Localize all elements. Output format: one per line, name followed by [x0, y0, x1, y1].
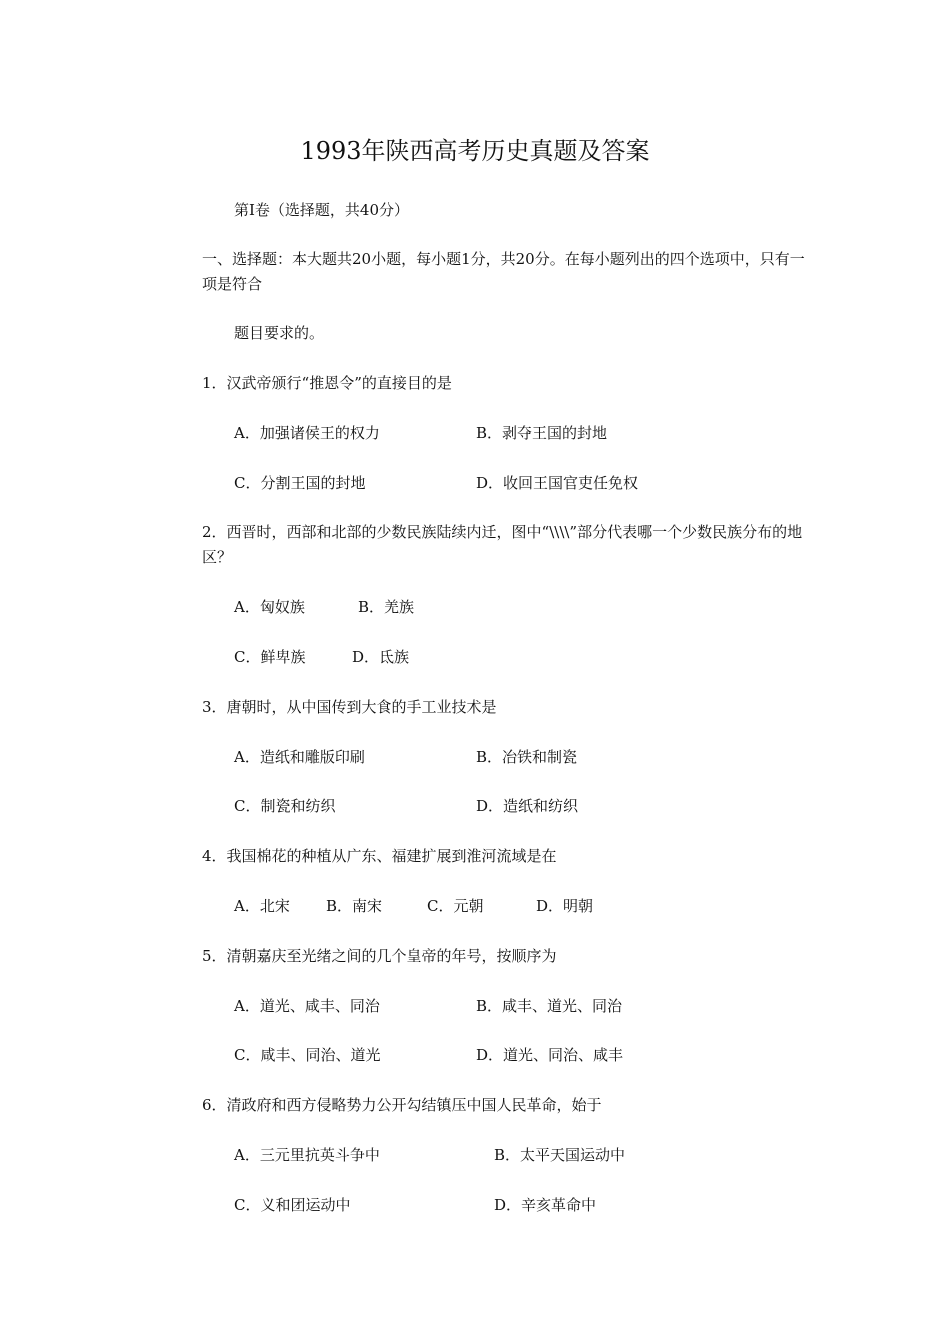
- question-6-stem: 6．清政府和西方侵略势力公开勾结镇压中国人民革命，始于: [202, 1096, 602, 1114]
- question-3-option-c: C．制瓷和纺织: [234, 797, 336, 815]
- question-6-option-a: A．三元里抗英斗争中: [234, 1146, 380, 1164]
- question-1-option-c: C．分割王国的封地: [234, 474, 366, 492]
- question-6-option-c: C．义和团运动中: [234, 1196, 351, 1214]
- question-4-stem: 4．我国棉花的种植从广东、福建扩展到淮河流域是在: [202, 847, 557, 865]
- question-3-option-d: D．造纸和纺织: [476, 797, 579, 815]
- question-5-option-c: C．咸丰、同治、道光: [234, 1046, 381, 1064]
- question-2-option-a: A．匈奴族: [234, 598, 305, 616]
- question-1-option-a: A．加强诸侯王的权力: [234, 424, 380, 442]
- question-1-option-b: B．剥夺王国的封地: [476, 424, 608, 442]
- question-2-stem: 2．西晋时，西部和北部的少数民族陆续内迁，图中“\\\\”部分代表哪一个少数民族分布的地区？: [202, 523, 803, 566]
- question-1-stem: 1．汉武帝颁行“推恩令”的直接目的是: [202, 374, 452, 392]
- document-title: 1993年陕西高考历史真题及答案: [300, 137, 650, 165]
- question-1-option-d: D．收回王国官吏任免权: [476, 474, 639, 492]
- question-2-option-d: D．氐族: [352, 648, 410, 666]
- question-4-option-c: C．元朝: [427, 897, 484, 915]
- question-5-option-b: B．咸丰、道光、同治: [476, 997, 623, 1015]
- section-heading: 第Ⅰ卷（选择题，共40分）: [234, 201, 410, 219]
- question-3-option-b: B．冶铁和制瓷: [476, 748, 578, 766]
- instructions-paragraph: 一、选择题：本大题共20小题，每小题1分，共20分。在每小题列出的四个选项中，只有一项是符合: [202, 250, 805, 293]
- question-2-option-b: B．羌族: [358, 598, 415, 616]
- question-3-option-a: A．造纸和雕版印刷: [234, 748, 365, 766]
- question-4-option-a: A．北宋: [234, 897, 290, 915]
- question-5-option-d: D．道光、同治、咸丰: [476, 1046, 624, 1064]
- question-4-option-b: B．南宋: [326, 897, 383, 915]
- question-5-option-a: A．道光、咸丰、同治: [234, 997, 380, 1015]
- question-6-option-d: D．辛亥革命中: [494, 1196, 597, 1214]
- question-4-option-d: D．明朝: [536, 897, 594, 915]
- question-2-option-c: C．鲜卑族: [234, 648, 306, 666]
- question-3-stem: 3．唐朝时，从中国传到大食的手工业技术是: [202, 698, 497, 716]
- question-6-option-b: B．太平天国运动中: [494, 1146, 626, 1164]
- instructions-continuation: 题目要求的。: [234, 324, 325, 342]
- question-5-stem: 5．清朝嘉庆至光绪之间的几个皇帝的年号，按顺序为: [202, 947, 557, 965]
